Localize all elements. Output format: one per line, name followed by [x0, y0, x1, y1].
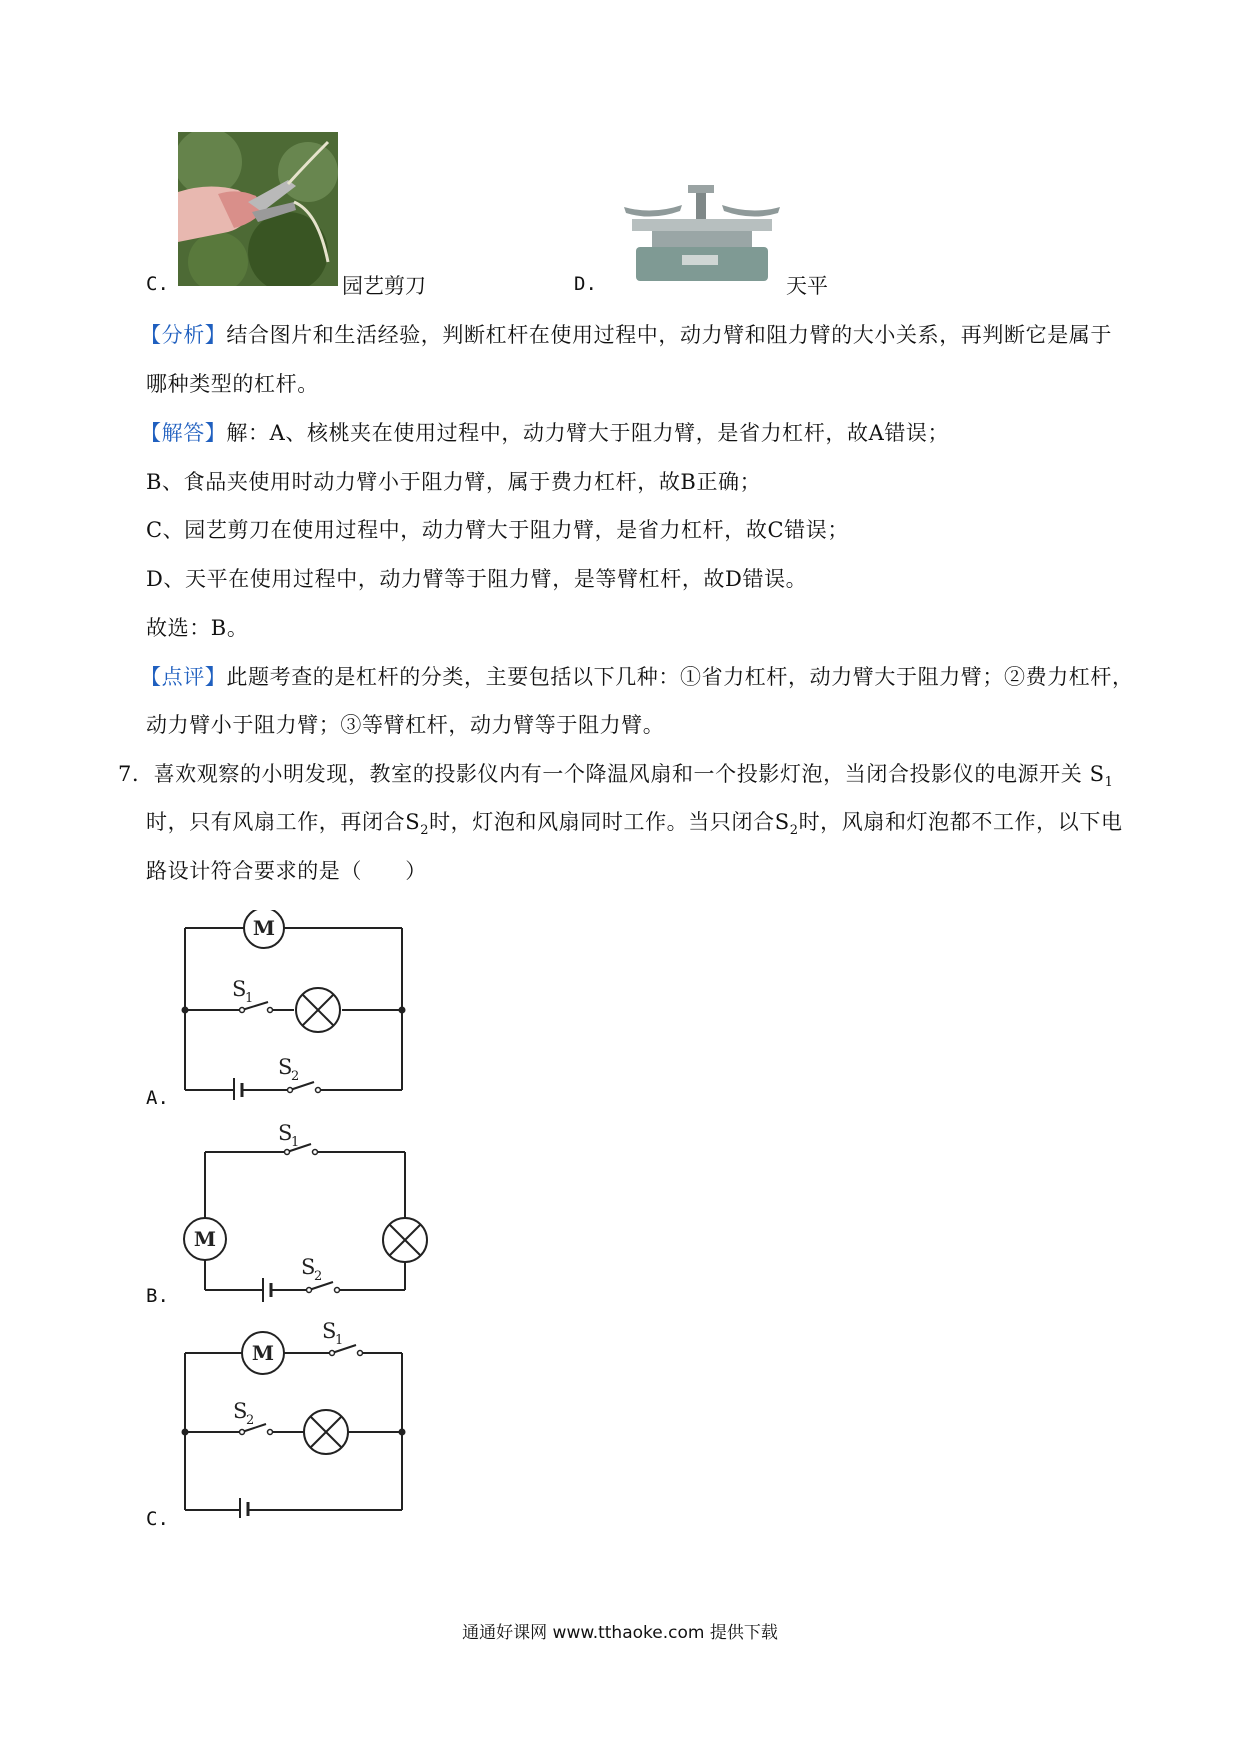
- page-footer: 通通好课网 www.tthaoke.com 提供下载: [462, 1623, 778, 1643]
- garden-shears-image: [178, 132, 338, 286]
- svg-text:S: S: [278, 1055, 293, 1079]
- svg-text:1: 1: [291, 1135, 300, 1150]
- solution-line-4: D、天平在使用过程中，动力臂等于阻力臂，是等臂杠杆，故D错误。: [146, 567, 808, 591]
- question7-s1: $S_1$: [1089, 762, 1114, 791]
- svg-text:M: M: [252, 916, 276, 940]
- option-c-label: 园艺剪刀: [342, 274, 426, 298]
- analysis-text-1: 结合图片和生活经验，判断杠杆在使用过程中，动力臂和阻力臂的大小关系，再判断它是属于: [226, 323, 1113, 347]
- solution-line-5: 故选：B。: [146, 616, 249, 640]
- circuit-a-diagram: [170, 910, 420, 1100]
- solution-tag: 【解答】: [140, 421, 227, 445]
- svg-text:2: 2: [291, 1069, 300, 1084]
- svg-text:S: S: [278, 1121, 293, 1145]
- svg-text:1: 1: [245, 991, 254, 1006]
- analysis-line-1: [140, 321, 1112, 349]
- circuit-c-diagram: [170, 1318, 420, 1518]
- question7-line-1: [118, 760, 1114, 797]
- question7-line-3: 路设计符合要求的是（ ）: [146, 859, 427, 883]
- circuit-b-diagram: [175, 1120, 435, 1310]
- svg-text:M: M: [251, 1341, 275, 1365]
- svg-text:2: 2: [246, 1413, 255, 1428]
- comment-line-2: 动力臂小于阻力臂；③等臂杠杆，动力臂等于阻力臂。: [146, 713, 665, 737]
- question7-s2-b: $S_2$: [774, 810, 799, 839]
- svg-text:S: S: [301, 1255, 316, 1279]
- solution-text-1: 解：A、核桃夹在使用过程中，动力臂大于阻力臂，是省力杠杆，故A错误；: [226, 421, 950, 445]
- question7-text-1: 喜欢观察的小明发现，教室的投影仪内有一个降温风扇和一个投影灯泡，当闭合投影仪的电源开关: [153, 762, 1083, 786]
- option-d-label: 天平: [786, 274, 828, 298]
- svg-text:1: 1: [335, 1333, 344, 1348]
- comment-tag: 【点评】: [140, 665, 227, 689]
- comment-text-1: 此题考查的是杠杆的分类，主要包括以下几种：①省力杠杆，动力臂大于阻力臂；②费力杠杆，: [226, 665, 1134, 689]
- circuit-a-letter: A.: [146, 1087, 169, 1109]
- svg-text:S: S: [232, 977, 247, 1001]
- circuit-b-letter: B.: [146, 1285, 169, 1307]
- svg-text:M: M: [193, 1227, 217, 1251]
- question7-s2-a: $S_2$: [405, 810, 430, 839]
- analysis-line-2: 哪种类型的杠杆。: [146, 372, 319, 396]
- option-d-letter: D.: [574, 273, 597, 295]
- circuit-c-letter: C.: [146, 1508, 169, 1530]
- analysis-tag: 【分析】: [140, 323, 227, 347]
- question7-line-2: 时，只有风扇工作，再闭合$S_2$时，灯泡和风扇同时工作。当只闭合$S_2$时，风扇和灯泡都不工作，以下电: [146, 810, 1123, 839]
- solution-line-3: C、园艺剪刀在使用过程中，动力臂大于阻力臂，是省力杠杆，故C错误；: [146, 518, 849, 542]
- option-c-letter: C.: [146, 273, 169, 295]
- svg-text:2: 2: [314, 1269, 323, 1284]
- comment-line-1: [140, 663, 1134, 691]
- solution-line-2: B、食品夹使用时动力臂小于阻力臂，属于费力杠杆，故B正确；: [146, 470, 762, 494]
- solution-line-1: [140, 419, 949, 447]
- svg-text:S: S: [322, 1319, 337, 1343]
- balance-scale-image: [622, 185, 782, 287]
- question7-number: 7．: [118, 762, 154, 786]
- svg-text:S: S: [233, 1399, 248, 1423]
